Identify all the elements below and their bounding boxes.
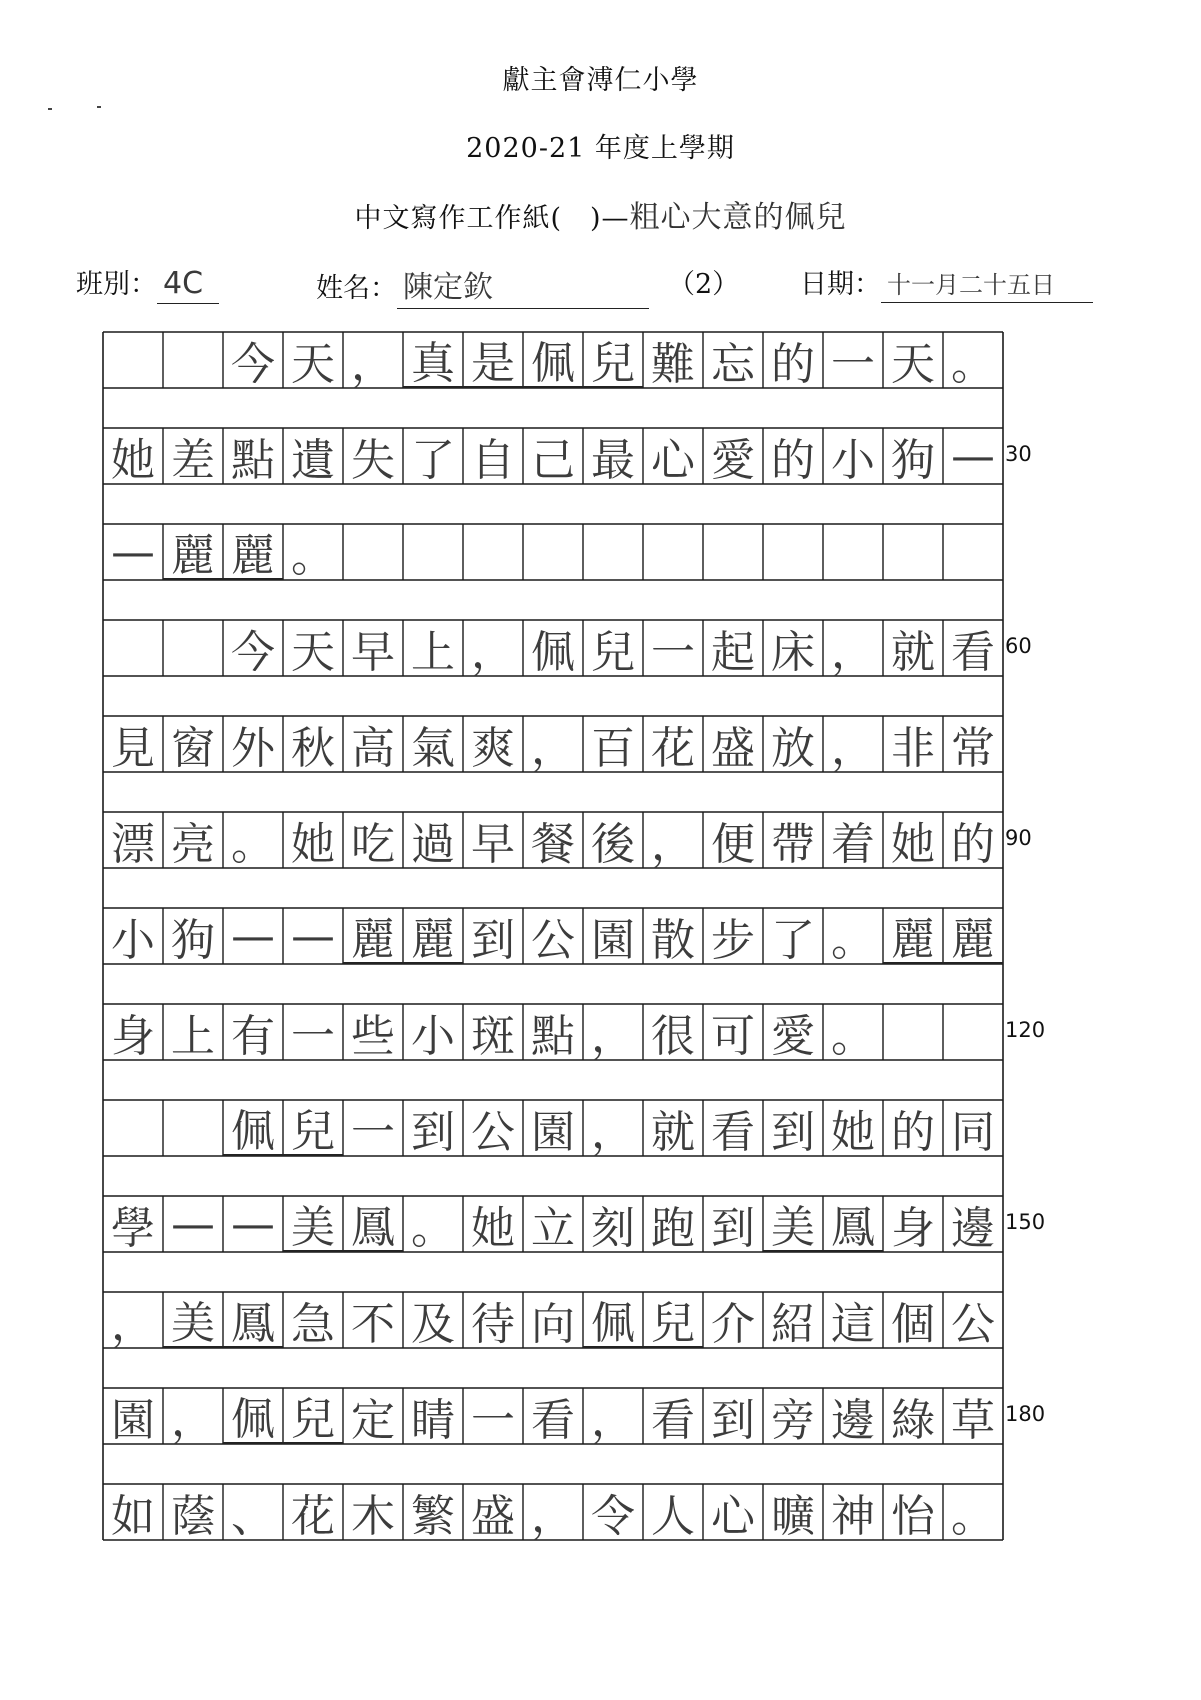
date-value: 十一月二十五日: [881, 265, 1093, 303]
grid-cell: 怡: [891, 1491, 935, 1542]
grid-cell: ，: [591, 1107, 635, 1158]
grid-cell: 。: [951, 339, 995, 390]
class-label: 班別：: [76, 269, 157, 300]
grid-cell: 愛: [711, 435, 755, 486]
grid-cell: 的: [891, 1107, 935, 1158]
grid-cell: 到: [711, 1395, 755, 1446]
grid-cell: 到: [711, 1203, 755, 1254]
grid-cell: 她: [831, 1107, 875, 1158]
grid-cell: [763, 524, 823, 580]
grid-cell: 。: [291, 531, 335, 582]
grid-cell: ，: [831, 723, 875, 774]
grid-cell: 餐: [531, 819, 575, 870]
grid-cell: 很: [651, 1011, 695, 1062]
grid-cell: 到: [771, 1107, 815, 1158]
grid-cell: 園: [111, 1395, 155, 1446]
grid-cell: 了: [411, 435, 455, 486]
grid-cell: —: [951, 430, 995, 482]
grid-cell: 佩: [583, 1292, 643, 1348]
grid-cell: 便: [711, 819, 755, 870]
grid-cell: 花: [291, 1491, 335, 1542]
name-label: 姓名：: [316, 273, 397, 304]
grid-cell: 有: [231, 1011, 275, 1062]
grid-cell: 今: [231, 627, 275, 678]
grid-cell: [163, 620, 223, 676]
grid-cell: 天: [291, 339, 335, 390]
grid-cell: 到: [411, 1107, 455, 1158]
grid-cell: 同: [951, 1107, 995, 1158]
grid-cell: 草: [951, 1395, 995, 1446]
grid-cell: 。: [831, 1011, 875, 1062]
grid-cell: 盛: [471, 1491, 515, 1542]
grid-cell: 麗: [403, 908, 463, 964]
grid-cell: 床: [771, 627, 815, 678]
grid-cell: 就: [651, 1107, 695, 1158]
grid-cell: 一: [351, 1107, 395, 1158]
grid-cell: 看: [711, 1107, 755, 1158]
class-value: 4C: [157, 266, 219, 304]
grid-cell: 這: [831, 1299, 875, 1350]
grid-cell: ，: [351, 339, 395, 390]
grid-cell: 她: [291, 819, 335, 870]
char-count-marker: 60: [1005, 634, 1032, 658]
grid-cell: 狗: [171, 915, 215, 966]
grid-cell: 心: [711, 1491, 755, 1542]
grid-cell: 點: [531, 1011, 575, 1062]
grid-cell: 神: [831, 1491, 875, 1542]
grid-cell: 及: [411, 1299, 455, 1350]
grid-cell: 紹: [771, 1299, 815, 1350]
grid-cell: ，: [531, 723, 575, 774]
date-label: 日期：: [800, 269, 881, 300]
grid-cell: ，: [591, 1395, 635, 1446]
grid-cell: [643, 524, 703, 580]
grid-cell: 佩: [223, 1100, 283, 1156]
grid-cell: 早: [351, 627, 395, 678]
grid-cell: 曠: [771, 1491, 815, 1542]
grid-cell: 。: [831, 915, 875, 966]
grid-cell: 邊: [831, 1395, 875, 1446]
grid-cell: 。: [411, 1203, 455, 1254]
grid-cell: 放: [771, 723, 815, 774]
grid-cell: 盛: [711, 723, 755, 774]
grid-cell: 、: [231, 1491, 275, 1542]
grid-cell: [583, 524, 643, 580]
grid-cell: 今: [231, 339, 275, 390]
grid-cell: 高: [351, 723, 395, 774]
grid-cell: 最: [591, 435, 635, 486]
grid-cell: [163, 1100, 223, 1156]
grid-cell: 木: [351, 1491, 395, 1542]
grid-cell: 不: [351, 1299, 395, 1350]
grid-cell: 氣: [411, 723, 455, 774]
grid-cell: 睛: [411, 1395, 455, 1446]
grid-cell: [463, 524, 523, 580]
grid-cell: 花: [651, 723, 695, 774]
grid-cell: 心: [651, 435, 695, 486]
grid-cell: 可: [711, 1011, 755, 1062]
school-name: 獻主會溥仁小學: [502, 65, 699, 96]
grid-cell: 美: [283, 1196, 343, 1252]
grid-cell: ，: [471, 627, 515, 678]
grid-cell: 兒: [643, 1292, 703, 1348]
grid-cell: 如: [111, 1491, 155, 1542]
grid-cell: 後: [591, 819, 635, 870]
grid-cell: 園: [591, 915, 635, 966]
grid-cell: 看: [951, 627, 995, 678]
grid-cell: 兒: [283, 1388, 343, 1444]
grid-cell: 待: [471, 1299, 515, 1350]
grid-cell: ，: [171, 1395, 215, 1446]
grid-cell: 天: [891, 339, 935, 390]
grid-cell: 定: [351, 1395, 395, 1446]
grid-cell: [403, 524, 463, 580]
grid-cell: 忘: [711, 339, 755, 390]
grid-cell: 遺: [291, 435, 335, 486]
essay-title-handwritten: 粗心大意的佩兒: [629, 200, 847, 235]
grid-cell: 是: [463, 332, 523, 388]
grid-cell: ，: [111, 1299, 155, 1350]
grid-cell: 急: [291, 1299, 335, 1350]
char-count-marker: 180: [1005, 1402, 1046, 1426]
grid-cell: 繁: [411, 1491, 455, 1542]
grid-cell: 早: [471, 819, 515, 870]
grid-cell: 看: [651, 1395, 695, 1446]
grid-cell: [343, 524, 403, 580]
grid-cell: ，: [591, 1011, 635, 1062]
grid-cell: 己: [531, 435, 575, 486]
grid-cell: 着: [831, 819, 875, 870]
grid-cell: 漂: [111, 819, 155, 870]
grid-cell: 的: [951, 819, 995, 870]
grid-cell: [103, 332, 163, 388]
grid-cell: 就: [891, 627, 935, 678]
grid-cell: 一: [291, 1011, 335, 1062]
grid-cell: [103, 1100, 163, 1156]
grid-cell: 小: [411, 1011, 455, 1062]
char-count-marker: 30: [1005, 442, 1032, 466]
grid-cell: 旁: [771, 1395, 815, 1446]
grid-cell: ，: [831, 627, 875, 678]
grid-cell: 麗: [163, 524, 223, 580]
grid-cell: 爽: [471, 723, 515, 774]
grid-cell: [703, 524, 763, 580]
grid-cell: 上: [411, 627, 455, 678]
grid-cell: 鳳: [223, 1292, 283, 1348]
grid-cell: 她: [891, 819, 935, 870]
grid-cell: 美: [163, 1292, 223, 1348]
worksheet-title-prefix: 中文寫作工作紙( )—: [354, 203, 630, 234]
grid-cell: 身: [891, 1203, 935, 1254]
char-count-marker: 90: [1005, 826, 1032, 850]
grid-cell: 一: [471, 1395, 515, 1446]
grid-cell: 兒: [591, 627, 635, 678]
grid-cell: 斑: [471, 1011, 515, 1062]
grid-cell: 一: [651, 627, 695, 678]
grid-cell: 介: [711, 1299, 755, 1350]
grid-cell: 佩: [531, 627, 575, 678]
grid-cell: 帶: [771, 819, 815, 870]
grid-cell: —: [111, 526, 155, 578]
grid-cell: [523, 524, 583, 580]
grid-cell: 向: [531, 1299, 575, 1350]
grid-cell: 麗: [343, 908, 403, 964]
grid-cell: 刻: [591, 1203, 635, 1254]
grid-cell: 亮: [171, 819, 215, 870]
grid-cell: 上: [171, 1011, 215, 1062]
grid-cell: 兒: [283, 1100, 343, 1156]
grid-cell: 麗: [943, 908, 1003, 964]
grid-cell: 。: [231, 819, 275, 870]
grid-cell: [103, 620, 163, 676]
grid-cell: 一: [831, 339, 875, 390]
grid-cell: 令: [591, 1491, 635, 1542]
grid-cell: 身: [111, 1011, 155, 1062]
grid-cell: 公: [531, 915, 575, 966]
grid-cell: —: [231, 1198, 275, 1250]
grid-cell: 步: [711, 915, 755, 966]
grid-cell: 到: [471, 915, 515, 966]
grid-cell: 麗: [223, 524, 283, 580]
char-count-marker: 150: [1005, 1210, 1046, 1234]
grid-cell: 小: [831, 435, 875, 486]
grid-cell: 差: [171, 435, 215, 486]
grid-cell: 邊: [951, 1203, 995, 1254]
grid-cell: 天: [291, 627, 335, 678]
grid-cell: 美: [763, 1196, 823, 1252]
grid-cell: 佩: [523, 332, 583, 388]
grid-cell: 點: [231, 435, 275, 486]
grid-cell: 人: [651, 1491, 695, 1542]
grid-cell: —: [171, 1198, 215, 1250]
grid-cell: 狗: [891, 435, 935, 486]
grid-cell: 過: [411, 819, 455, 870]
grid-cell: 學: [111, 1203, 155, 1254]
grid-cell: 些: [351, 1011, 395, 1062]
grid-cell: 看: [531, 1395, 575, 1446]
grid-cell: 麗: [883, 908, 943, 964]
grid-cell: 非: [891, 723, 935, 774]
grid-cell: 鳳: [343, 1196, 403, 1252]
grid-cell: 愛: [771, 1011, 815, 1062]
grid-cell: 蔭: [171, 1491, 215, 1542]
grid-cell: 綠: [891, 1395, 935, 1446]
grid-cell: 吃: [351, 819, 395, 870]
grid-cell: 自: [471, 435, 515, 486]
grid-cell: 公: [471, 1107, 515, 1158]
grid-cell: 窗: [171, 723, 215, 774]
grid-cell: 跑: [651, 1203, 695, 1254]
grid-cell: —: [291, 910, 335, 962]
grid-cell: ，: [531, 1491, 575, 1542]
grid-cell: —: [231, 910, 275, 962]
grid-cell: 小: [111, 915, 155, 966]
char-count-marker: 120: [1005, 1018, 1046, 1042]
grid-cell: [943, 524, 1003, 580]
grid-cell: 鳳: [823, 1196, 883, 1252]
grid-cell: 難: [651, 339, 695, 390]
grid-cell: 的: [771, 435, 815, 486]
name-value: 陳定欽: [397, 262, 649, 309]
grid-cell: 外: [231, 723, 275, 774]
grid-cell: 秋: [291, 723, 335, 774]
term-heading: 2020-21 年度上學期: [466, 133, 735, 164]
grid-cell: 見: [111, 723, 155, 774]
grid-cell: 她: [471, 1203, 515, 1254]
grid-cell: 起: [711, 627, 755, 678]
grid-cell: ，: [651, 819, 695, 870]
grid-cell: [883, 1004, 943, 1060]
grid-cell: 公: [951, 1299, 995, 1350]
grid-cell: [883, 524, 943, 580]
grid-cell: 常: [951, 723, 995, 774]
grid-cell: 失: [351, 435, 395, 486]
grid-cell: 散: [651, 915, 695, 966]
grid-cell: 真: [403, 332, 463, 388]
grid-cell: 兒: [583, 332, 643, 388]
grid-cell: 立: [531, 1203, 575, 1254]
grid-cell: 她: [111, 435, 155, 486]
grid-cell: 佩: [223, 1388, 283, 1444]
grid-cell: 。: [951, 1491, 995, 1542]
grid-cell: 個: [891, 1299, 935, 1350]
grid-cell: 了: [771, 915, 815, 966]
grid-cell: 百: [591, 723, 635, 774]
grid-cell: 的: [771, 339, 815, 390]
grid-cell: [823, 524, 883, 580]
student-number: （2）: [668, 269, 740, 300]
grid-cell: [163, 332, 223, 388]
grid-cell: [943, 1004, 1003, 1060]
grid-cell: 園: [531, 1107, 575, 1158]
